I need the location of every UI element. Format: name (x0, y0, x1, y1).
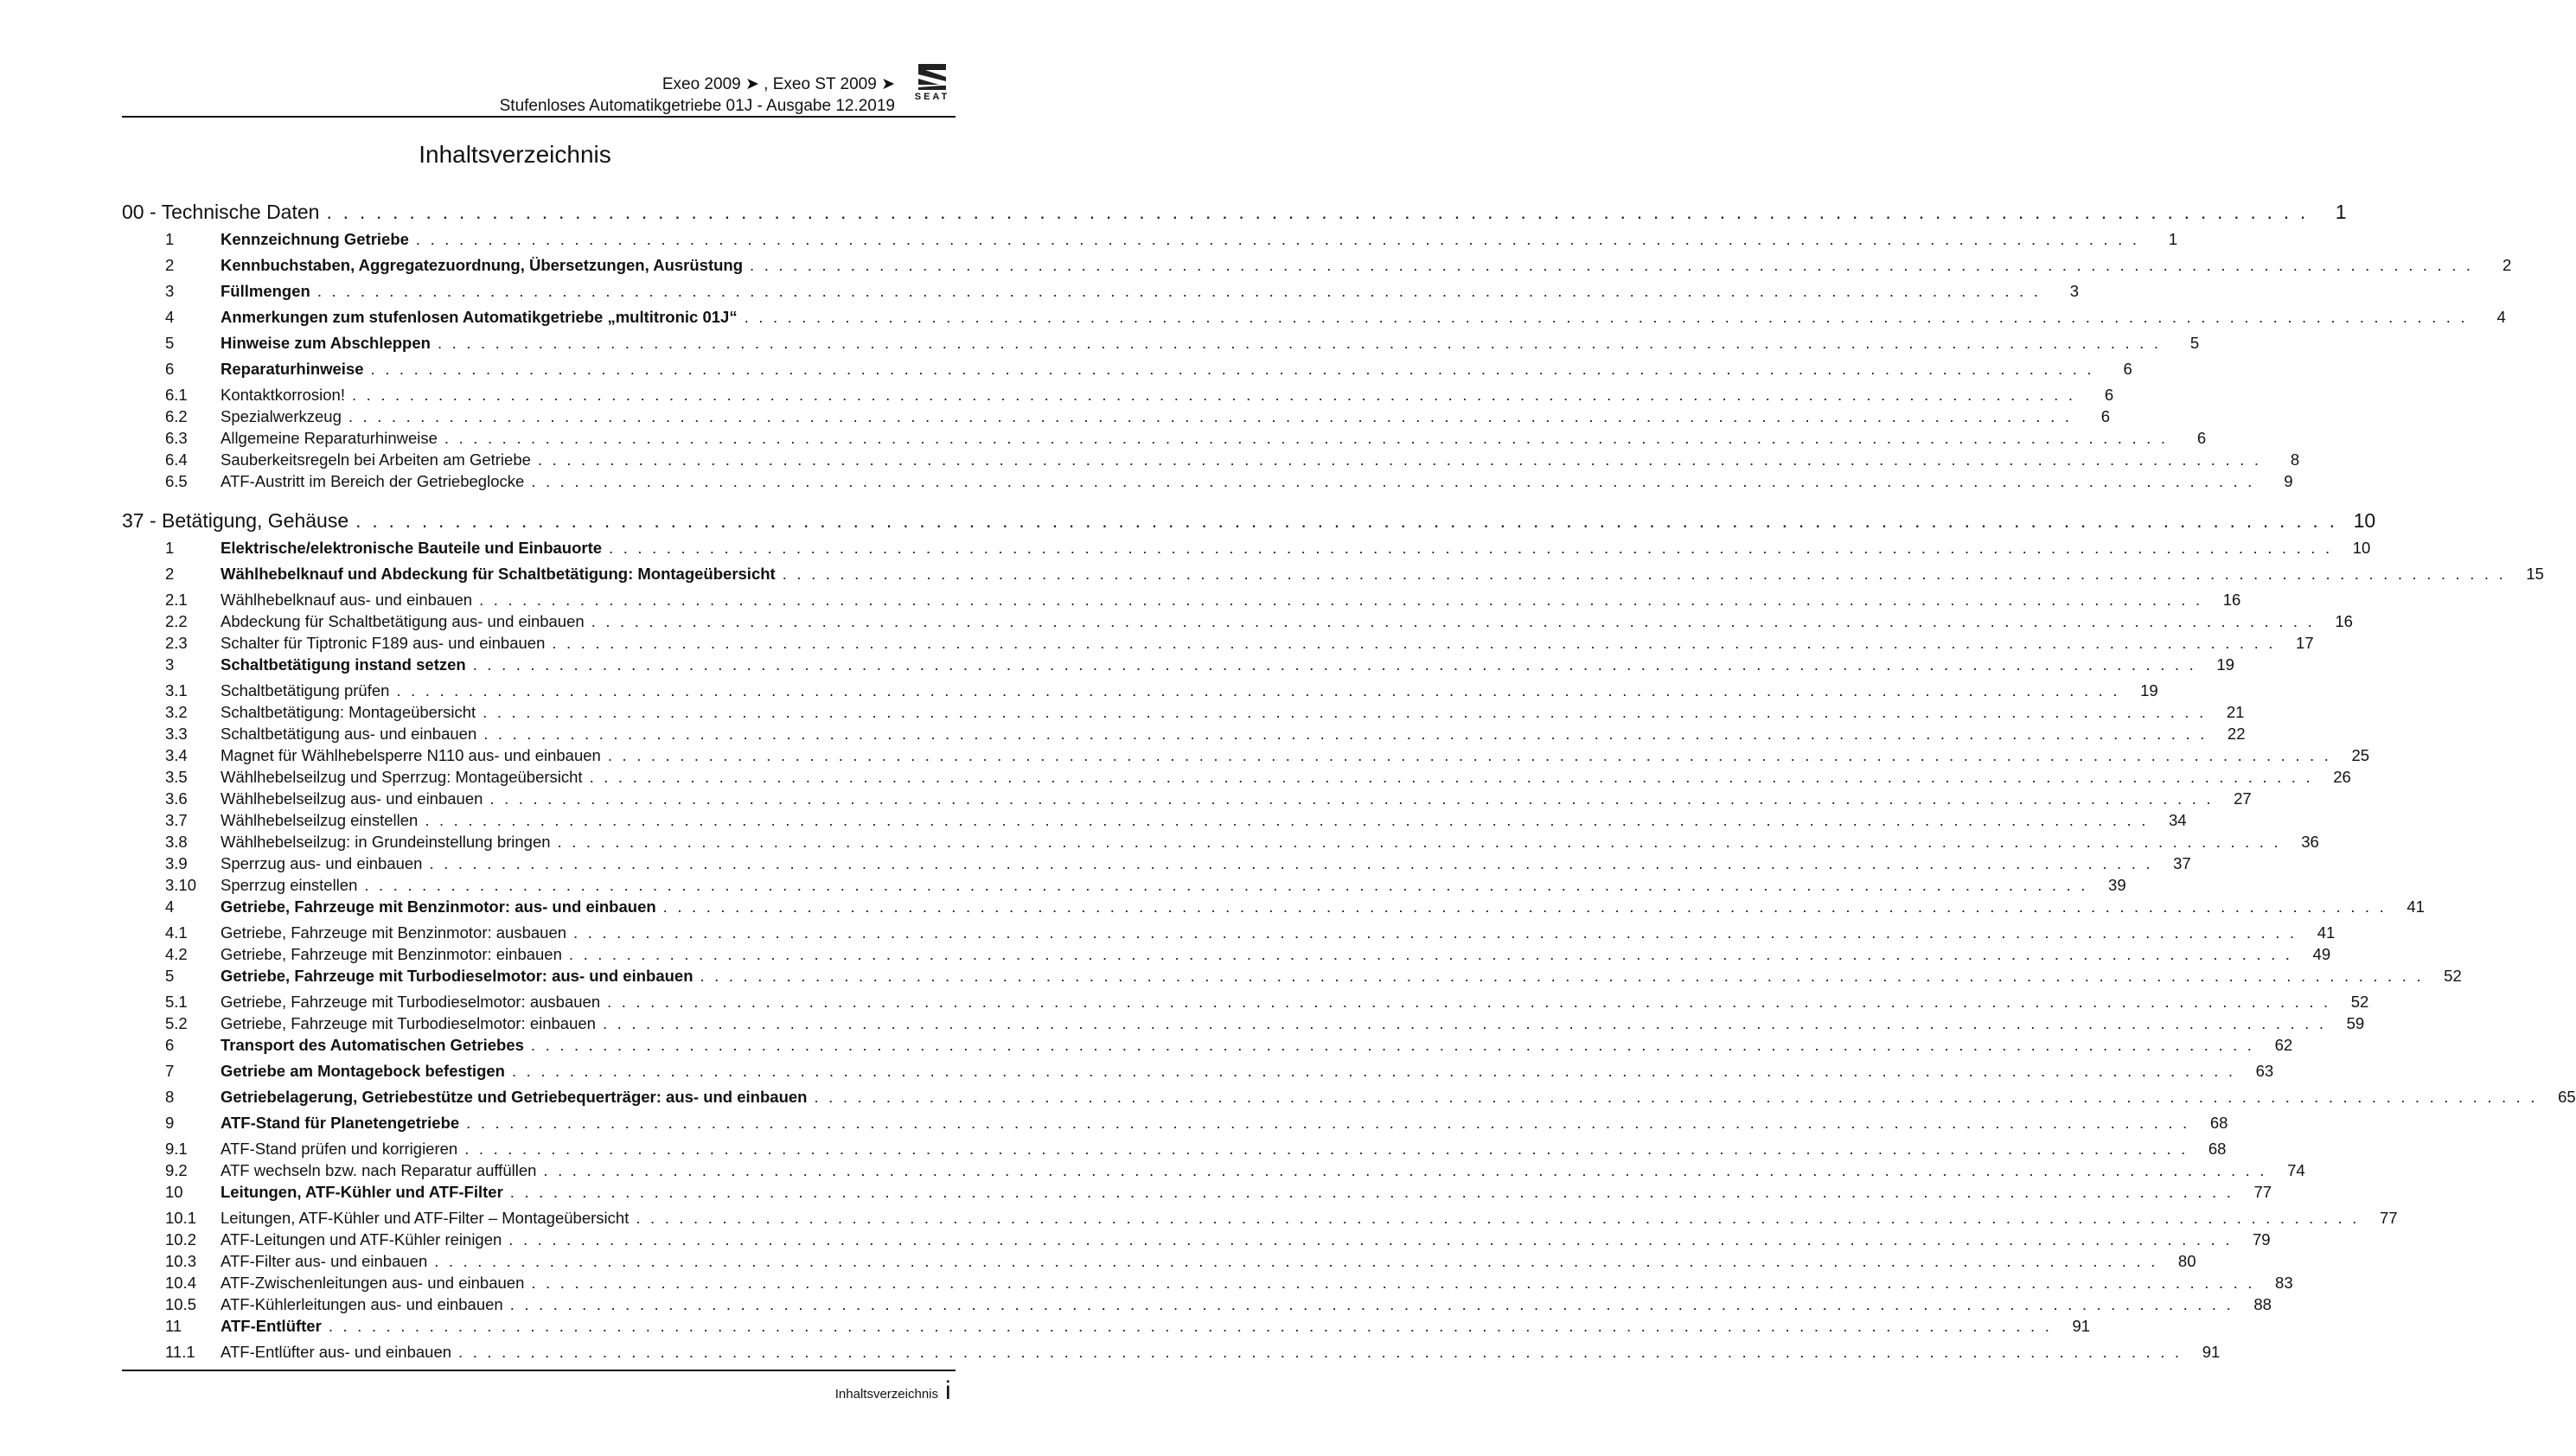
toc-leader-dots: . . . . . . . . . . . . . . . . . . . . . . . . . . . . . . . . . . . . . . . . . . . . . . . . . . . . . . . . . . . . . . . . . . . . . . . . . . . . . . . . . . . . . . . . . . . . . . . . . . . . . . . . . . . . . . . . . . . . . . . . (355, 509, 2338, 532)
toc-subsection-page: 19 (2120, 681, 2158, 700)
toc-subsection[interactable] (122, 1014, 2365, 1036)
toc-subsection-page: 34 (2149, 811, 2187, 830)
logo-wordmark: SEAT (914, 92, 950, 102)
toc-section[interactable] (122, 256, 2512, 282)
toc-leader-dots: . . . . . . . . . . . . . . . . . . . . . . . . . . . . . . . . . . . . . . . . . . . . . . . . . . . . . . . . . . . . . . . . . . . . . . . . . . . . . . . . . . . . . . . . . . . . . . . . . . . . . . . . . . . . . . . . . . . . . . . . (396, 681, 2120, 699)
toc-section[interactable] (122, 967, 2462, 993)
toc-subsection-title: Allgemeine Reparaturhinweise (221, 429, 438, 447)
toc-subsection-page: 41 (2297, 923, 2335, 942)
toc-leader-dots: . . . . . . . . . . . . . . . . . . . . . . . . . . . . . . . . . . . . . . . . . . . . . . . . . . . . . . . . . . . . . . . . . . . . . . . . . . . . . . . . . . . . . . . . . . . . . . . . . . . . . . . . . . . . . . . . . . . . . . . . (326, 201, 2309, 223)
toc-leader-dots: . . . . . . . . . . . . . . . . . . . . . . . . . . . . . . . . . . . . . . . . . . . . . . . . . . . . . . . . . . . . . . . . . . . . . . . . . . . . . . . . . . . . . . . . . . . . . . . . . . . . . . . . . . . . . . . . . . . . . . . . (573, 923, 2298, 942)
toc-subsection-page: 17 (2276, 634, 2314, 653)
toc-subsection-page: 25 (2331, 746, 2369, 765)
toc-subsection-number: 3.3 (165, 725, 188, 743)
toc-section[interactable] (122, 360, 2132, 386)
toc-subsection[interactable] (122, 1274, 2293, 1295)
toc-chapter-page: 10 (2337, 509, 2375, 533)
toc-subsection-title: Sperrzug aus- und einbauen (221, 854, 423, 872)
footer-page-number: i (945, 1376, 951, 1405)
toc-subsection[interactable] (122, 450, 2300, 472)
toc-section-number: 2 (165, 565, 175, 583)
toc-section-page: 52 (2424, 967, 2462, 986)
toc-chapter[interactable] (122, 509, 2376, 539)
toc-subsection-number: 6.4 (165, 450, 188, 469)
toc-subsection[interactable] (122, 833, 2319, 854)
toc-subsection-title: ATF-Stand prüfen und korrigieren (221, 1140, 458, 1158)
toc-subsection-page: 39 (2088, 876, 2126, 895)
toc-subsection-title: ATF-Entlüfter aus- und einbauen (221, 1343, 452, 1361)
toc-subsection[interactable] (122, 768, 2351, 789)
toc-subsection[interactable] (122, 407, 2111, 429)
toc-subsection-page: 9 (2255, 472, 2293, 491)
toc-subsection[interactable] (122, 1209, 2398, 1230)
toc-subsection-page: 37 (2153, 854, 2191, 873)
toc-section[interactable] (122, 1183, 2272, 1209)
toc-section-title: Transport des Automatischen Getriebes (221, 1036, 524, 1054)
toc-section-number: 7 (165, 1062, 175, 1080)
toc-leader-dots: . . . . . . . . . . . . . . . . . . . . . . . . . . . . . . . . . . . . . . . . . . . . . . . . . . . . . . . . . . . . . . . . . . . . . . . . . . . . . . . . . . . . . . . . . . . . . . . . . . . . . . . . . . . . . . . . . . . . . . . . (589, 768, 2313, 786)
toc-section-page: 41 (2387, 897, 2425, 916)
toc-subsection-page: 22 (2207, 725, 2245, 744)
toc-subsection-page: 6 (2072, 407, 2110, 426)
toc-leader-dots: . . . . . . . . . . . . . . . . . . . . . . . . . . . . . . . . . . . . . . . . . . . . . . . . . . . . . . . . . . . . . . . . . . . . . . . . . . . . . . . . . . . . . . . . . . . . . . . . . . . . . . . . . . . . . . . . . . . . . . . . (782, 565, 2506, 583)
toc-subsection-number: 3.4 (165, 746, 188, 764)
toc-section-number: 10 (165, 1183, 183, 1201)
toc-subsection-number: 6.1 (165, 386, 188, 404)
toc-section-number: 9 (165, 1114, 175, 1132)
toc-section-title: Getriebe, Fahrzeuge mit Benzinmotor: aus- und einbauen (221, 897, 656, 916)
toc-leader-dots: . . . . . . . . . . . . . . . . . . . . . . . . . . . . . . . . . . . . . . . . . . . . . . . . . . . . . . . . . . . . . . . . . . . . . . . . . . . . . . . . . . . . . . . . . . . . . . . . . . . . . . . . . . . . . . . . . . . . . . . . (607, 746, 2332, 764)
toc-leader-dots: . . . . . . . . . . . . . . . . . . . . . . . . . . . . . . . . . . . . . . . . . . . . . . . . . . . . . . . . . . . . . . . . . . . . . . . . . . . . . . . . . . . . . . . . . . . . . . . . . . . . . . . . . . . . . . . . . . . . . . . . (351, 386, 2076, 404)
toc-section-page: 15 (2506, 565, 2544, 584)
toc-subsection-page: 91 (2182, 1343, 2220, 1362)
toc-subsection-number: 3.5 (165, 768, 188, 786)
toc-section-page: 4 (2468, 308, 2506, 327)
toc-section-page: 77 (2234, 1183, 2272, 1202)
toc-section-title: Getriebe, Fahrzeuge mit Turbodieselmotor: aus- und einbauen (221, 967, 694, 985)
toc-subsection[interactable] (122, 923, 2336, 945)
toc-section-page: 63 (2235, 1062, 2273, 1081)
toc-subsection-number: 2.2 (165, 612, 188, 630)
toc-subsection[interactable] (122, 1343, 2221, 1364)
toc-subsection[interactable] (122, 746, 2370, 768)
toc-subsection-number: 9.1 (165, 1140, 188, 1158)
toc-subsection[interactable] (122, 612, 2353, 634)
toc-leader-dots: . . . . . . . . . . . . . . . . . . . . . . . . . . . . . . . . . . . . . . . . . . . . . . . . . . . . . . . . . . . . . . . . . . . . . . . . . . . . . . . . . . . . . . . . . . . . . . . . . . . . . . . . . . . . . . . . . . . . . . . . (530, 1036, 2255, 1054)
toc-subsection-title: Wählhebelseilzug einstellen (221, 811, 419, 829)
toc-subsection[interactable] (122, 681, 2158, 703)
toc-subsection-number: 11.1 (165, 1343, 195, 1361)
toc-subsection-number: 2.3 (165, 634, 188, 652)
toc-section[interactable] (122, 334, 2200, 360)
toc-section-title: Schaltbetätigung instand setzen (221, 655, 466, 674)
toc-section[interactable] (122, 1062, 2274, 1088)
toc-section[interactable] (122, 655, 2234, 681)
toc-chapter-page: 1 (2309, 201, 2347, 224)
toc-leader-dots: . . . . . . . . . . . . . . . . . . . . . . . . . . . . . . . . . . . . . . . . . . . . . . . . . . . . . . . . . . . . . . . . . . . . . . . . . . . . . . . . . . . . . . . . . . . . . . . . . . . . . . . . . . . . . . . . . . . . . . . . (415, 230, 2140, 248)
toc-section[interactable] (122, 282, 2080, 308)
toc-subsection[interactable] (122, 1295, 2272, 1317)
toc-subsection-title: ATF wechseln bzw. nach Reparatur auffüllen (221, 1161, 537, 1179)
toc-section-title: Anmerkungen zum stufenlosen Automatikgetriebe „multitronic 01J“ (221, 308, 738, 326)
toc-subsection-number: 10.3 (165, 1252, 197, 1270)
toc-section-number: 6 (165, 1036, 175, 1054)
toc-subsection-title: ATF-Filter aus- und einbauen (221, 1252, 428, 1270)
toc-leader-dots: . . . . . . . . . . . . . . . . . . . . . . . . . . . . . . . . . . . . . . . . . . . . . . . . . . . . . . . . . . . . . . . . . . . . . . . . . . . . . . . . . . . . . . . . . . . . . . . . . . . . . . . . . . . . . . . . . . . . . . . . (814, 1088, 2538, 1106)
toc-subsection-title: ATF-Austritt im Bereich der Getriebeglocke (221, 472, 525, 490)
toc-leader-dots: . . . . . . . . . . . . . . . . . . . . . . . . . . . . . . . . . . . . . . . . . . . . . . . . . . . . . . . . . . . . . . . . . . . . . . . . . . . . . . . . . . . . . . . . . . . . . . . . . . . . . . . . . . . . . . . . . . . . . . . . (662, 897, 2387, 916)
toc-subsection-number: 4.2 (165, 945, 188, 963)
toc-section-page: 6 (2094, 360, 2132, 379)
toc-leader-dots: . . . . . . . . . . . . . . . . . . . . . . . . . . . . . . . . . . . . . . . . . . . . . . . . . . . . . . . . . . . . . . . . . . . . . . . . . . . . . . . . . . . . . . . . . . . . . . . . . . . . . . . . . . . . . . . . . . . . . . . . (568, 945, 2293, 963)
toc-section-title: Kennbuchstaben, Aggregatezuordnung, Übersetzungen, Ausrüstung (221, 256, 744, 274)
toc-subsection-page: 8 (2261, 450, 2299, 469)
toc-subsection[interactable] (122, 591, 2241, 612)
toc-section[interactable] (122, 565, 2544, 591)
toc-chapter[interactable] (122, 201, 2347, 230)
page-title: Inhaltsverzeichnis (419, 141, 611, 168)
toc-subsection[interactable] (122, 634, 2314, 655)
toc-subsection-page: 6 (2168, 429, 2206, 448)
page-header (0, 0, 1030, 121)
toc-chapter-title: 00 - Technische Daten (122, 201, 320, 223)
toc-subsection-page: 49 (2292, 945, 2330, 964)
toc-subsection-page: 21 (2206, 703, 2244, 722)
toc-subsection-title: ATF-Zwischenleitungen aus- und einbauen (221, 1274, 525, 1292)
toc-leader-dots: . . . . . . . . . . . . . . . . . . . . . . . . . . . . . . . . . . . . . . . . . . . . . . . . . . . . . . . . . . . . . . . . . . . . . . . . . . . . . . . . . . . . . . . . . . . . . . . . . . . . . . . . . . . . . . . . . . . . . . . . (464, 1140, 2189, 1158)
toc-section-page: 91 (2052, 1317, 2090, 1336)
toc-section-number: 8 (165, 1088, 175, 1106)
toc-leader-dots: . . . . . . . . . . . . . . . . . . . . . . . . . . . . . . . . . . . . . . . . . . . . . . . . . . . . . . . . . . . . . . . . . . . . . . . . . . . . . . . . . . . . . . . . . . . . . . . . . . . . . . . . . . . . . . . . . . . . . . . . (636, 1209, 2360, 1227)
toc-subsection-title: Leitungen, ATF-Kühler und ATF-Filter – Montageübersicht (221, 1209, 630, 1227)
toc-subsection-title: Spezialwerkzeug (221, 407, 342, 425)
toc-section-page: 65 (2538, 1088, 2576, 1107)
toc-leader-dots: . . . . . . . . . . . . . . . . . . . . . . . . . . . . . . . . . . . . . . . . . . . . . . . . . . . . . . . . . . . . . . . . . . . . . . . . . . . . . . . . . . . . . . . . . . . . . . . . . . . . . . . . . . . . . . . . . . . . . . . . (700, 967, 2424, 985)
table-of-contents (122, 197, 2576, 1364)
toc-subsection-title: Sperrzug einstellen (221, 876, 358, 894)
toc-subsection-title: Getriebe, Fahrzeuge mit Turbodieselmotor: einbauen (221, 1014, 596, 1032)
toc-subsection[interactable] (122, 386, 2114, 407)
toc-subsection-page: 26 (2313, 768, 2351, 787)
toc-leader-dots: . . . . . . . . . . . . . . . . . . . . . . . . . . . . . . . . . . . . . . . . . . . . . . . . . . . . . . . . . . . . . . . . . . . . . . . . . . . . . . . . . . . . . . . . . . . . . . . . . . . . . . . . . . . . . . . . . . . . . . . . (370, 360, 2094, 378)
toc-section-number: 4 (165, 308, 175, 326)
toc-section-title: ATF-Entlüfter (221, 1317, 322, 1335)
toc-subsection-number: 5.2 (165, 1014, 188, 1032)
toc-subsection[interactable] (122, 1230, 2271, 1252)
toc-leader-dots: . . . . . . . . . . . . . . . . . . . . . . . . . . . . . . . . . . . . . . . . . . . . . . . . . . . . . . . . . . . . . . . . . . . . . . . . . . . . . . . . . . . . . . . . . . . . . . . . . . . . . . . . . . . . . . . . . . . . . . . . (479, 591, 2203, 609)
toc-subsection-page: 27 (2214, 789, 2252, 808)
toc-subsection-page: 36 (2281, 833, 2319, 852)
toc-section-number: 5 (165, 334, 175, 352)
toc-leader-dots: . . . . . . . . . . . . . . . . . . . . . . . . . . . . . . . . . . . . . . . . . . . . . . . . . . . . . . . . . . . . . . . . . . . . . . . . . . . . . . . . . . . . . . . . . . . . . . . . . . . . . . . . . . . . . . . . . . . . . . . . (466, 1114, 2190, 1132)
toc-section-title: Füllmengen (221, 282, 310, 300)
toc-section-title: Wählhebelknauf und Abdeckung für Schaltbetätigung: Montageübersicht (221, 565, 776, 583)
chapter-spacer (122, 494, 956, 506)
toc-subsection-number: 3.9 (165, 854, 188, 872)
toc-leader-dots: . . . . . . . . . . . . . . . . . . . . . . . . . . . . . . . . . . . . . . . . . . . . . . . . . . . . . . . . . . . . . . . . . . . . . . . . . . . . . . . . . . . . . . . . . . . . . . . . . . . . . . . . . . . . . . . . . . . . . . . . (591, 612, 2315, 630)
toc-section[interactable] (122, 308, 2506, 334)
toc-subsection[interactable] (122, 811, 2187, 833)
toc-section-number: 3 (165, 655, 175, 674)
toc-leader-dots: . . . . . . . . . . . . . . . . . . . . . . . . . . . . . . . . . . . . . . . . . . . . . . . . . . . . . . . . . . . . . . . . . . . . . . . . . . . . . . . . . . . . . . . . . . . . . . . . . . . . . . . . . . . . . . . . . . . . . . . . (429, 854, 2153, 872)
toc-section-page: 5 (2161, 334, 2199, 353)
toc-leader-dots: . . . . . . . . . . . . . . . . . . . . . . . . . . . . . . . . . . . . . . . . . . . . . . . . . . . . . . . . . . . . . . . . . . . . . . . . . . . . . . . . . . . . . . . . . . . . . . . . . . . . . . . . . . . . . . . . . . . . . . . . (750, 256, 2474, 274)
footer-label: Inhaltsverzeichnis (834, 1387, 938, 1402)
toc-subsection-page: 16 (2315, 612, 2353, 631)
toc-subsection-title: Getriebe, Fahrzeuge mit Turbodieselmotor: ausbauen (221, 993, 601, 1011)
toc-subsection-title: Schalter für Tiptronic F189 aus- und einbauen (221, 634, 546, 652)
toc-section[interactable] (122, 1036, 2293, 1062)
toc-section-title: Hinweise zum Abschleppen (221, 334, 431, 352)
toc-leader-dots: . . . . . . . . . . . . . . . . . . . . . . . . . . . . . . . . . . . . . . . . . . . . . . . . . . . . . . . . . . . . . . . . . . . . . . . . . . . . . . . . . . . . . . . . . . . . . . . . . . . . . . . . . . . . . . . . . . . . . . . . (483, 725, 2208, 743)
toc-leader-dots: . . . . . . . . . . . . . . . . . . . . . . . . . . . . . . . . . . . . . . . . . . . . . . . . . . . . . . . . . . . . . . . . . . . . . . . . . . . . . . . . . . . . . . . . . . . . . . . . . . . . . . . . . . . . . . . . . . . . . . . . (543, 1161, 2267, 1179)
toc-leader-dots: . . . . . . . . . . . . . . . . . . . . . . . . . . . . . . . . . . . . . . . . . . . . . . . . . . . . . . . . . . . . . . . . . . . . . . . . . . . . . . . . . . . . . . . . . . . . . . . . . . . . . . . . . . . . . . . . . . . . . . . . (364, 876, 2088, 894)
toc-leader-dots: . . . . . . . . . . . . . . . . . . . . . . . . . . . . . . . . . . . . . . . . . . . . . . . . . . . . . . . . . . . . . . . . . . . . . . . . . . . . . . . . . . . . . . . . . . . . . . . . . . . . . . . . . . . . . . . . . . . . . . . . (425, 811, 2149, 829)
toc-subsection-title: Getriebe, Fahrzeuge mit Benzinmotor: ausbauen (221, 923, 567, 942)
toc-subsection[interactable] (122, 1161, 2305, 1183)
toc-leader-dots: . . . . . . . . . . . . . . . . . . . . . . . . . . . . . . . . . . . . . . . . . . . . . . . . . . . . . . . . . . . . . . . . . . . . . . . . . . . . . . . . . . . . . . . . . . . . . . . . . . . . . . . . . . . . . . . . . . . . . . . . (537, 450, 2262, 469)
toc-subsection-number: 10.2 (165, 1230, 197, 1248)
toc-section-page: 1 (2139, 230, 2177, 249)
toc-leader-dots: . . . . . . . . . . . . . . . . . . . . . . . . . . . . . . . . . . . . . . . . . . . . . . . . . . . . . . . . . . . . . . . . . . . . . . . . . . . . . . . . . . . . . . . . . . . . . . . . . . . . . . . . . . . . . . . . . . . . . . . . (509, 1183, 2234, 1201)
toc-chapter-title: 37 - Betätigung, Gehäuse (122, 509, 349, 532)
toc-leader-dots: . . . . . . . . . . . . . . . . . . . . . . . . . . . . . . . . . . . . . . . . . . . . . . . . . . . . . . . . . . . . . . . . . . . . . . . . . . . . . . . . . . . . . . . . . . . . . . . . . . . . . . . . . . . . . . . . . . . . . . . . (483, 703, 2207, 721)
toc-subsection[interactable] (122, 429, 2207, 450)
toc-leader-dots: . . . . . . . . . . . . . . . . . . . . . . . . . . . . . . . . . . . . . . . . . . . . . . . . . . . . . . . . . . . . . . . . . . . . . . . . . . . . . . . . . . . . . . . . . . . . . . . . . . . . . . . . . . . . . . . . . . . . . . . . (444, 429, 2169, 447)
toc-section-page: 3 (2041, 282, 2079, 301)
toc-section-number: 1 (165, 230, 175, 248)
toc-subsection-title: Magnet für Wählhebelsperre N110 aus- und einbauen (221, 746, 601, 764)
toc-subsection-title: Wählhebelseilzug und Sperrzug: Montageübersicht (221, 768, 583, 786)
toc-leader-dots: . . . . . . . . . . . . . . . . . . . . . . . . . . . . . . . . . . . . . . . . . . . . . . . . . . . . . . . . . . . . . . . . . . . . . . . . . . . . . . . . . . . . . . . . . . . . . . . . . . . . . . . . . . . . . . . . . . . . . . . . (458, 1343, 2183, 1361)
toc-section-number: 6 (165, 360, 175, 378)
toc-subsection[interactable] (122, 854, 2191, 876)
toc-subsection-title: ATF-Leitungen und ATF-Kühler reinigen (221, 1230, 502, 1248)
toc-subsection-number: 6.3 (165, 429, 188, 447)
toc-section-number: 3 (165, 282, 175, 300)
toc-section-number: 11 (165, 1317, 182, 1335)
toc-leader-dots: . . . . . . . . . . . . . . . . . . . . . . . . . . . . . . . . . . . . . . . . . . . . . . . . . . . . . . . . . . . . . . . . . . . . . . . . . . . . . . . . . . . . . . . . . . . . . . . . . . . . . . . . . . . . . . . . . . . . . . . . (489, 789, 2214, 808)
toc-subsection-number: 3.6 (165, 789, 188, 808)
toc-section-title: ATF-Stand für Planetengetriebe (221, 1114, 460, 1132)
toc-subsection-title: Sauberkeitsregeln bei Arbeiten am Getriebe (221, 450, 531, 469)
toc-subsection-page: 59 (2326, 1014, 2364, 1033)
toc-subsection-title: Schaltbetätigung aus- und einbauen (221, 725, 477, 743)
toc-leader-dots: . . . . . . . . . . . . . . . . . . . . . . . . . . . . . . . . . . . . . . . . . . . . . . . . . . . . . . . . . . . . . . . . . . . . . . . . . . . . . . . . . . . . . . . . . . . . . . . . . . . . . . . . . . . . . . . . . . . . . . . . (602, 1014, 2327, 1032)
toc-subsection-title: Schaltbetätigung: Montageübersicht (221, 703, 476, 721)
toc-section-page: 2 (2473, 256, 2511, 275)
toc-leader-dots: . . . . . . . . . . . . . . . . . . . . . . . . . . . . . . . . . . . . . . . . . . . . . . . . . . . . . . . . . . . . . . . . . . . . . . . . . . . . . . . . . . . . . . . . . . . . . . . . . . . . . . . . . . . . . . . . . . . . . . . . (511, 1062, 2236, 1080)
toc-leader-dots: . . . . . . . . . . . . . . . . . . . . . . . . . . . . . . . . . . . . . . . . . . . . . . . . . . . . . . . . . . . . . . . . . . . . . . . . . . . . . . . . . . . . . . . . . . . . . . . . . . . . . . . . . . . . . . . . . . . . . . . . (552, 634, 2276, 652)
toc-subsection-number: 6.2 (165, 407, 188, 425)
toc-leader-dots: . . . . . . . . . . . . . . . . . . . . . . . . . . . . . . . . . . . . . . . . . . . . . . . . . . . . . . . . . . . . . . . . . . . . . . . . . . . . . . . . . . . . . . . . . . . . . . . . . . . . . . . . . . . . . . . . . . . . . . . . (607, 993, 2331, 1011)
toc-leader-dots: . . . . . . . . . . . . . . . . . . . . . . . . . . . . . . . . . . . . . . . . . . . . . . . . . . . . . . . . . . . . . . . . . . . . . . . . . . . . . . . . . . . . . . . . . . . . . . . . . . . . . . . . . . . . . . . . . . . . . . . . (472, 655, 2196, 674)
toc-subsection-number: 5.1 (165, 993, 188, 1011)
toc-section-page: 10 (2332, 539, 2370, 558)
toc-subsection-number: 3.2 (165, 703, 188, 721)
toc-subsection-title: Wählhebelseilzug: in Grundeinstellung bringen (221, 833, 551, 851)
toc-subsection-page: 16 (2202, 591, 2240, 610)
header-manual-line: Stufenloses Automatikgetriebe 01J - Ausgabe 12.2019 (499, 97, 895, 115)
toc-subsection[interactable] (122, 876, 2126, 897)
toc-section[interactable] (122, 1088, 2576, 1114)
toc-subsection[interactable] (122, 703, 2245, 725)
toc-subsection-number: 10.1 (165, 1209, 197, 1227)
toc-section-number: 2 (165, 256, 175, 274)
toc-subsection-number: 3.7 (165, 811, 188, 829)
toc-section[interactable] (122, 897, 2425, 923)
toc-subsection-number: 4.1 (165, 923, 188, 942)
toc-subsection-number: 3.10 (165, 876, 197, 894)
toc-leader-dots: . . . . . . . . . . . . . . . . . . . . . . . . . . . . . . . . . . . . . . . . . . . . . . . . . . . . . . . . . . . . . . . . . . . . . . . . . . . . . . . . . . . . . . . . . . . . . . . . . . . . . . . . . . . . . . . . . . . . . . . . (348, 407, 2073, 425)
toc-section-page: 19 (2196, 655, 2234, 674)
toc-subsection[interactable] (122, 725, 2246, 746)
toc-leader-dots: . . . . . . . . . . . . . . . . . . . . . . . . . . . . . . . . . . . . . . . . . . . . . . . . . . . . . . . . . . . . . . . . . . . . . . . . . . . . . . . . . . . . . . . . . . . . . . . . . . . . . . . . . . . . . . . . . . . . . . . . (509, 1295, 2234, 1313)
toc-leader-dots: . . . . . . . . . . . . . . . . . . . . . . . . . . . . . . . . . . . . . . . . . . . . . . . . . . . . . . . . . . . . . . . . . . . . . . . . . . . . . . . . . . . . . . . . . . . . . . . . . . . . . . . . . . . . . . . . . . . . . . . . (744, 308, 2468, 326)
toc-leader-dots: . . . . . . . . . . . . . . . . . . . . . . . . . . . . . . . . . . . . . . . . . . . . . . . . . . . . . . . . . . . . . . . . . . . . . . . . . . . . . . . . . . . . . . . . . . . . . . . . . . . . . . . . . . . . . . . . . . . . . . . . (531, 472, 2255, 490)
toc-subsection[interactable] (122, 945, 2331, 967)
header-divider (122, 116, 956, 118)
toc-subsection-title: Wählhebelknauf aus- und einbauen (221, 591, 473, 609)
seat-logo (906, 62, 958, 104)
toc-subsection-number: 10.4 (165, 1274, 197, 1292)
toc-subsection[interactable] (122, 789, 2252, 811)
toc-leader-dots: . . . . . . . . . . . . . . . . . . . . . . . . . . . . . . . . . . . . . . . . . . . . . . . . . . . . . . . . . . . . . . . . . . . . . . . . . . . . . . . . . . . . . . . . . . . . . . . . . . . . . . . . . . . . . . . . . . . . . . . . (609, 539, 2333, 557)
toc-subsection-number: 2.1 (165, 591, 188, 609)
toc-section[interactable] (122, 539, 2371, 565)
toc-leader-dots: . . . . . . . . . . . . . . . . . . . . . . . . . . . . . . . . . . . . . . . . . . . . . . . . . . . . . . . . . . . . . . . . . . . . . . . . . . . . . . . . . . . . . . . . . . . . . . . . . . . . . . . . . . . . . . . . . . . . . . . . (328, 1317, 2053, 1335)
toc-subsection-page: 77 (2360, 1209, 2398, 1228)
toc-section-title: Getriebe am Montagebock befestigen (221, 1062, 505, 1080)
toc-subsection-title: Wählhebelseilzug aus- und einbauen (221, 789, 483, 808)
toc-leader-dots: . . . . . . . . . . . . . . . . . . . . . . . . . . . . . . . . . . . . . . . . . . . . . . . . . . . . . . . . . . . . . . . . . . . . . . . . . . . . . . . . . . . . . . . . . . . . . . . . . . . . . . . . . . . . . . . . . . . . . . . . (434, 1252, 2158, 1270)
toc-section-title: Reparaturhinweise (221, 360, 364, 378)
toc-subsection-title: ATF-Kühlerleitungen aus- und einbauen (221, 1295, 503, 1313)
toc-subsection-number: 3.8 (165, 833, 188, 851)
toc-subsection-page: 6 (2075, 386, 2113, 405)
toc-subsection-page: 79 (2233, 1230, 2271, 1249)
toc-section[interactable] (122, 230, 2178, 256)
toc-subsection-page: 74 (2267, 1161, 2305, 1180)
toc-subsection-number: 9.2 (165, 1161, 188, 1179)
toc-leader-dots: . . . . . . . . . . . . . . . . . . . . . . . . . . . . . . . . . . . . . . . . . . . . . . . . . . . . . . . . . . . . . . . . . . . . . . . . . . . . . . . . . . . . . . . . . . . . . . . . . . . . . . . . . . . . . . . . . . . . . . . . (531, 1274, 2255, 1292)
toc-section[interactable] (122, 1114, 2228, 1140)
toc-leader-dots: . . . . . . . . . . . . . . . . . . . . . . . . . . . . . . . . . . . . . . . . . . . . . . . . . . . . . . . . . . . . . . . . . . . . . . . . . . . . . . . . . . . . . . . . . . . . . . . . . . . . . . . . . . . . . . . . . . . . . . . . (557, 833, 2281, 851)
toc-subsection[interactable] (122, 472, 2293, 494)
toc-subsection-page: 83 (2255, 1274, 2293, 1293)
toc-leader-dots: . . . . . . . . . . . . . . . . . . . . . . . . . . . . . . . . . . . . . . . . . . . . . . . . . . . . . . . . . . . . . . . . . . . . . . . . . . . . . . . . . . . . . . . . . . . . . . . . . . . . . . . . . . . . . . . . . . . . . . . . (508, 1230, 2233, 1248)
toc-section-number: 5 (165, 967, 175, 985)
toc-subsection-title: Kontaktkorrosion! (221, 386, 345, 404)
toc-section-title: Getriebelagerung, Getriebestütze und Getriebequerträger: aus- und einbauen (221, 1088, 808, 1106)
toc-subsection-number: 3.1 (165, 681, 188, 699)
toc-subsection[interactable] (122, 1252, 2196, 1274)
toc-leader-dots: . . . . . . . . . . . . . . . . . . . . . . . . . . . . . . . . . . . . . . . . . . . . . . . . . . . . . . . . . . . . . . . . . . . . . . . . . . . . . . . . . . . . . . . . . . . . . . . . . . . . . . . . . . . . . . . . . . . . . . . . (316, 282, 2042, 300)
toc-subsection-number: 6.5 (165, 472, 188, 490)
toc-leader-dots: . . . . . . . . . . . . . . . . . . . . . . . . . . . . . . . . . . . . . . . . . . . . . . . . . . . . . . . . . . . . . . . . . . . . . . . . . . . . . . . . . . . . . . . . . . . . . . . . . . . . . . . . . . . . . . . . . . . . . . . . (437, 334, 2162, 352)
header-model-line: Exeo 2009 ➤ , Exeo ST 2009 ➤ (662, 75, 895, 93)
seat-logo-icon (906, 62, 958, 92)
toc-section-page: 68 (2189, 1114, 2228, 1133)
toc-section-title: Elektrische/elektronische Bauteile und Einbauorte (221, 539, 603, 557)
toc-section-number: 1 (165, 539, 175, 557)
toc-subsection-title: Schaltbetätigung prüfen (221, 681, 390, 699)
toc-subsection-page: 52 (2330, 993, 2368, 1012)
toc-subsection-title: Getriebe, Fahrzeuge mit Benzinmotor: einbauen (221, 945, 562, 963)
toc-subsection-page: 68 (2188, 1140, 2226, 1159)
toc-section-page: 62 (2254, 1036, 2292, 1055)
toc-subsection-page: 80 (2157, 1252, 2196, 1271)
toc-subsection-page: 88 (2234, 1295, 2272, 1314)
toc-section[interactable] (122, 1317, 2091, 1343)
toc-subsection-title: Abdeckung für Schaltbetätigung aus- und einbauen (221, 612, 585, 630)
toc-subsection[interactable] (122, 1140, 2227, 1161)
toc-section-title: Leitungen, ATF-Kühler und ATF-Filter (221, 1183, 503, 1201)
toc-subsection-number: 10.5 (165, 1295, 197, 1313)
footer-divider (122, 1370, 956, 1371)
toc-section-number: 4 (165, 897, 175, 916)
toc-subsection[interactable] (122, 993, 2369, 1014)
toc-section-title: Kennzeichnung Getriebe (221, 230, 409, 248)
